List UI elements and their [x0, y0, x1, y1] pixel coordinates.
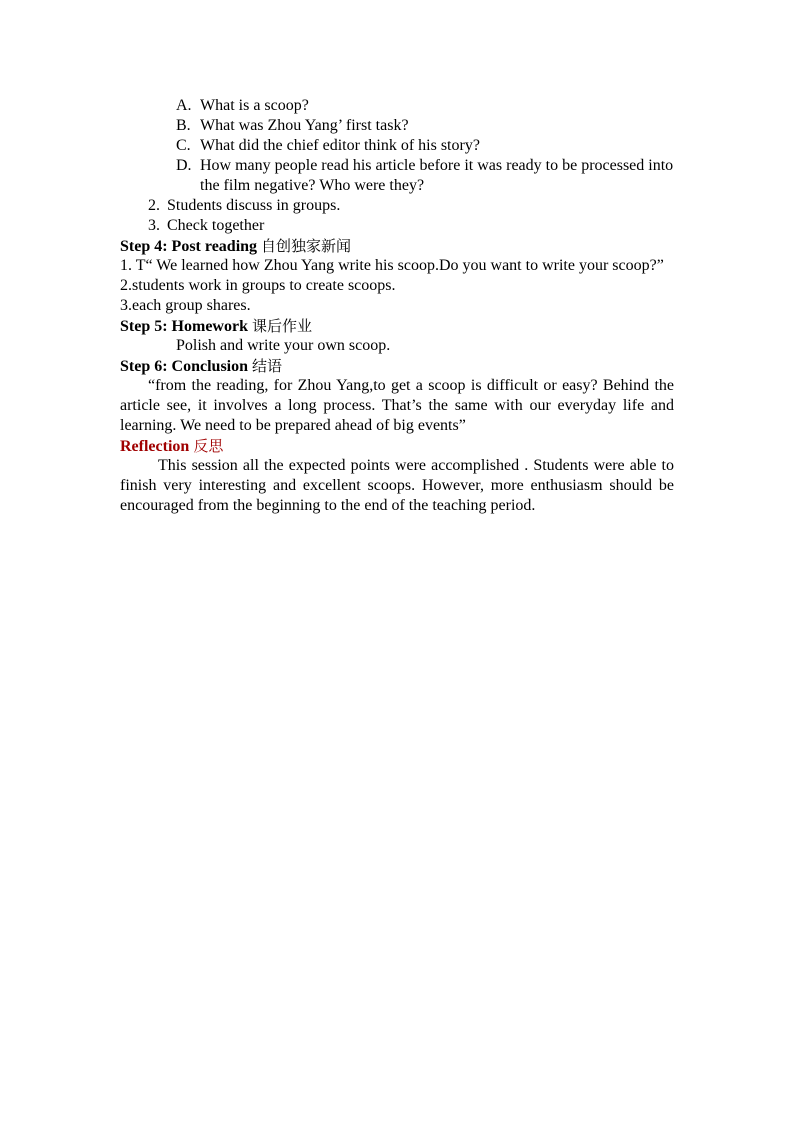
step5-heading-text: Step 5: Homework — [120, 318, 248, 335]
step4-heading-text: Step 4: Post reading — [120, 238, 258, 255]
reflection-text: This session all the expected points were accomplished . Students were able to finish very interesting and excellent scoops. However, more enthusiasm should be encouraged from the beginning to the end of the teaching period. — [120, 457, 674, 514]
item-text: Check together — [167, 217, 265, 234]
question-text: How many people read his article before it was ready to be processed into the film negative? Who were they? — [200, 157, 674, 194]
question-text: What did the chief editor think of his story? — [200, 137, 480, 154]
step6-heading-text: Step 6: Conclusion — [120, 358, 249, 375]
step3-item-check — [120, 216, 674, 236]
step3-item-discuss — [120, 196, 674, 216]
step5-heading — [120, 316, 674, 336]
question-letter: B. — [176, 117, 191, 134]
step6-heading — [120, 356, 674, 376]
reflection-heading-text: Reflection — [120, 438, 190, 455]
question-item-b — [120, 116, 674, 136]
question-item-c — [120, 136, 674, 156]
question-letter: D. — [176, 157, 192, 174]
item-number: 2. — [148, 197, 160, 214]
step5-heading-cn: 课后作业 — [251, 317, 312, 335]
question-text: What was Zhou Yang’ first task? — [200, 117, 409, 134]
question-text: What is a scoop? — [200, 97, 309, 114]
step4-heading-cn: 自创独家新闻 — [261, 237, 352, 255]
document-body — [120, 96, 674, 516]
reflection-heading — [120, 436, 674, 456]
step4-heading — [120, 236, 674, 256]
step6-text: “from the reading, for Zhou Yang,to get a scoop is difficult or easy? Behind the article see, it involves a long process. That’s the same with our everyday life and learning. We need to be prepared ahead of big events” — [120, 377, 674, 434]
question-letter: A. — [176, 97, 192, 114]
step5-text: Polish and write your own scoop. — [176, 337, 391, 354]
step4-line-3: 3.each group shares. — [120, 297, 251, 314]
question-item-d — [120, 156, 674, 196]
item-text: Students discuss in groups. — [167, 197, 341, 214]
step4-line-2: 2.students work in groups to create scoops. — [120, 277, 396, 294]
reflection-heading-cn: 反思 — [193, 437, 224, 455]
item-number: 3. — [148, 217, 160, 234]
question-item-a — [120, 96, 674, 116]
step4-line-1: 1. T“ We learned how Zhou Yang write his scoop.Do you want to write your scoop?” — [120, 257, 664, 274]
question-letter: C. — [176, 137, 191, 154]
step6-heading-cn: 结语 — [252, 357, 283, 375]
